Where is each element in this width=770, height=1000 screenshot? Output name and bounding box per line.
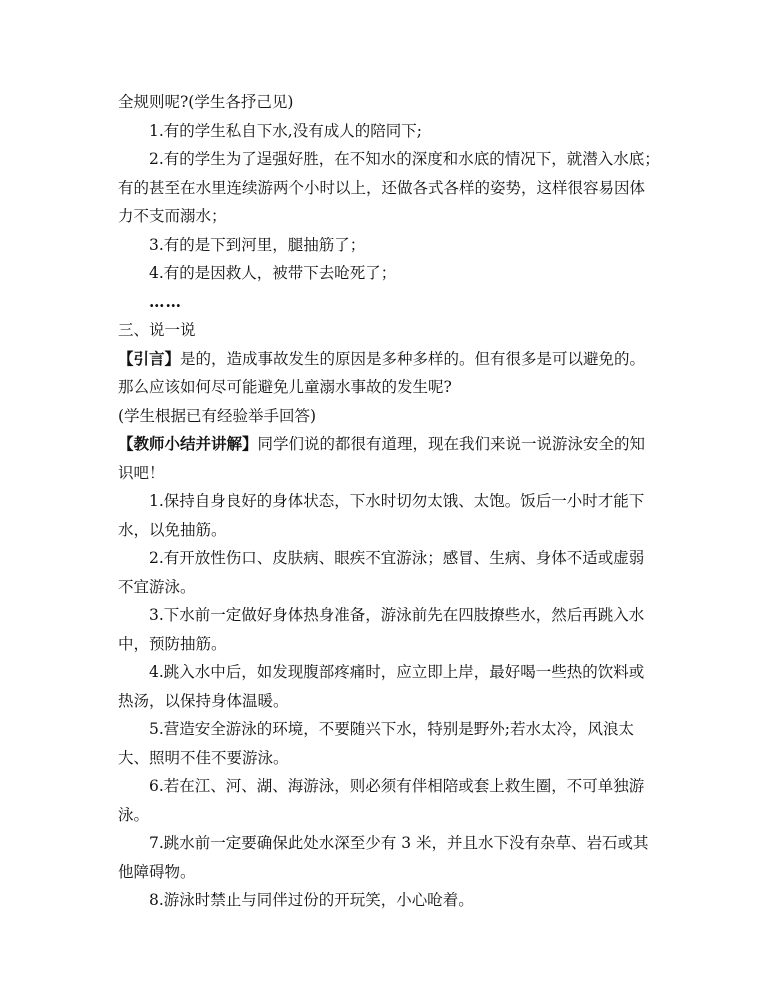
ellipsis: ……	[149, 291, 182, 311]
text-line: 那么应该如何尽可能避免儿童溺水事故的发生呢?	[118, 378, 452, 396]
intro-line	[118, 345, 660, 374]
list-item: 1.有的学生私自下水,没有成人的陪同下;	[149, 121, 422, 140]
text-line: 全规则呢?(学生各抒己见)	[118, 93, 294, 111]
text-line: 大、照明不佳不要游泳。	[118, 748, 289, 767]
list-item: 4.有的是因救人，被带下去呛死了；	[149, 264, 397, 282]
list-item: 3.下水前一定做好身体热身准备，游泳前先在四肢撩些水，然后再跳入水	[149, 606, 645, 624]
list-item: 7.跳水前一定要确保此处水深至少有 3 米，并且水下没有杂草、岩石或其	[149, 834, 649, 852]
text-line: 力不支而溺水；	[118, 207, 227, 225]
text-line: 2.有的学生为了逞强好胜，在不知水的深度和水底的情况下，就潜入水底；	[149, 150, 660, 168]
list-item: 6.若在江、河、湖、海游泳，则必须有伴相陪或套上救生圈，不可单独游	[149, 777, 645, 795]
summary-line	[118, 430, 660, 459]
intro-text: 是的，造成事故发生的原因是多种多样的。但有很多是可以避免的。	[180, 349, 646, 368]
text-line: 中，预防抽筋。	[118, 634, 227, 653]
text-line: 水，以免抽筋。	[118, 520, 227, 539]
text-line: (学生根据已有经验举手回答)	[118, 406, 317, 425]
text-line: 他障碍物。	[118, 862, 196, 881]
list-item: 1.保持自身良好的身体状态，下水时切勿太饿、太饱。饭后一小时才能下	[149, 492, 645, 510]
list-item: 2.有开放性伤口、皮肤病、眼疾不宜游泳；感冒、生病、身体不适或虚弱	[149, 549, 645, 567]
list-item: 5.营造安全游泳的环境，不要随兴下水，特别是野外;若水太冷，风浪太	[149, 720, 635, 738]
list-item: 3.有的是下到河里，腿抽筋了；	[149, 235, 366, 254]
intro-tag: 【引言】	[118, 348, 181, 368]
summary-text: 同学们说的都很有道理，现在我们来说一说游泳安全的知	[257, 435, 646, 453]
text-line: 热汤，以保持身体温暖。	[118, 691, 289, 710]
text-line: 泳。	[118, 805, 150, 824]
list-item: 8.游泳时禁止与同伴过份的开玩笑，小心呛着。	[149, 891, 474, 909]
paragraph	[118, 145, 660, 231]
list-item: 4.跳入水中后，如发现腹部疼痛时，应立即上岸，最好喝一些热的饮料或	[149, 663, 645, 681]
text-line: 不宜游泳。	[118, 577, 196, 596]
text-line: 有的甚至在水里连续游两个小时以上，还做各式各样的姿势，这样很容易因体	[118, 178, 646, 197]
summary-tag: 【教师小结并讲解】	[118, 434, 258, 453]
text-line: 识吧！	[118, 463, 165, 482]
section-heading: 三、说一说	[118, 321, 196, 339]
